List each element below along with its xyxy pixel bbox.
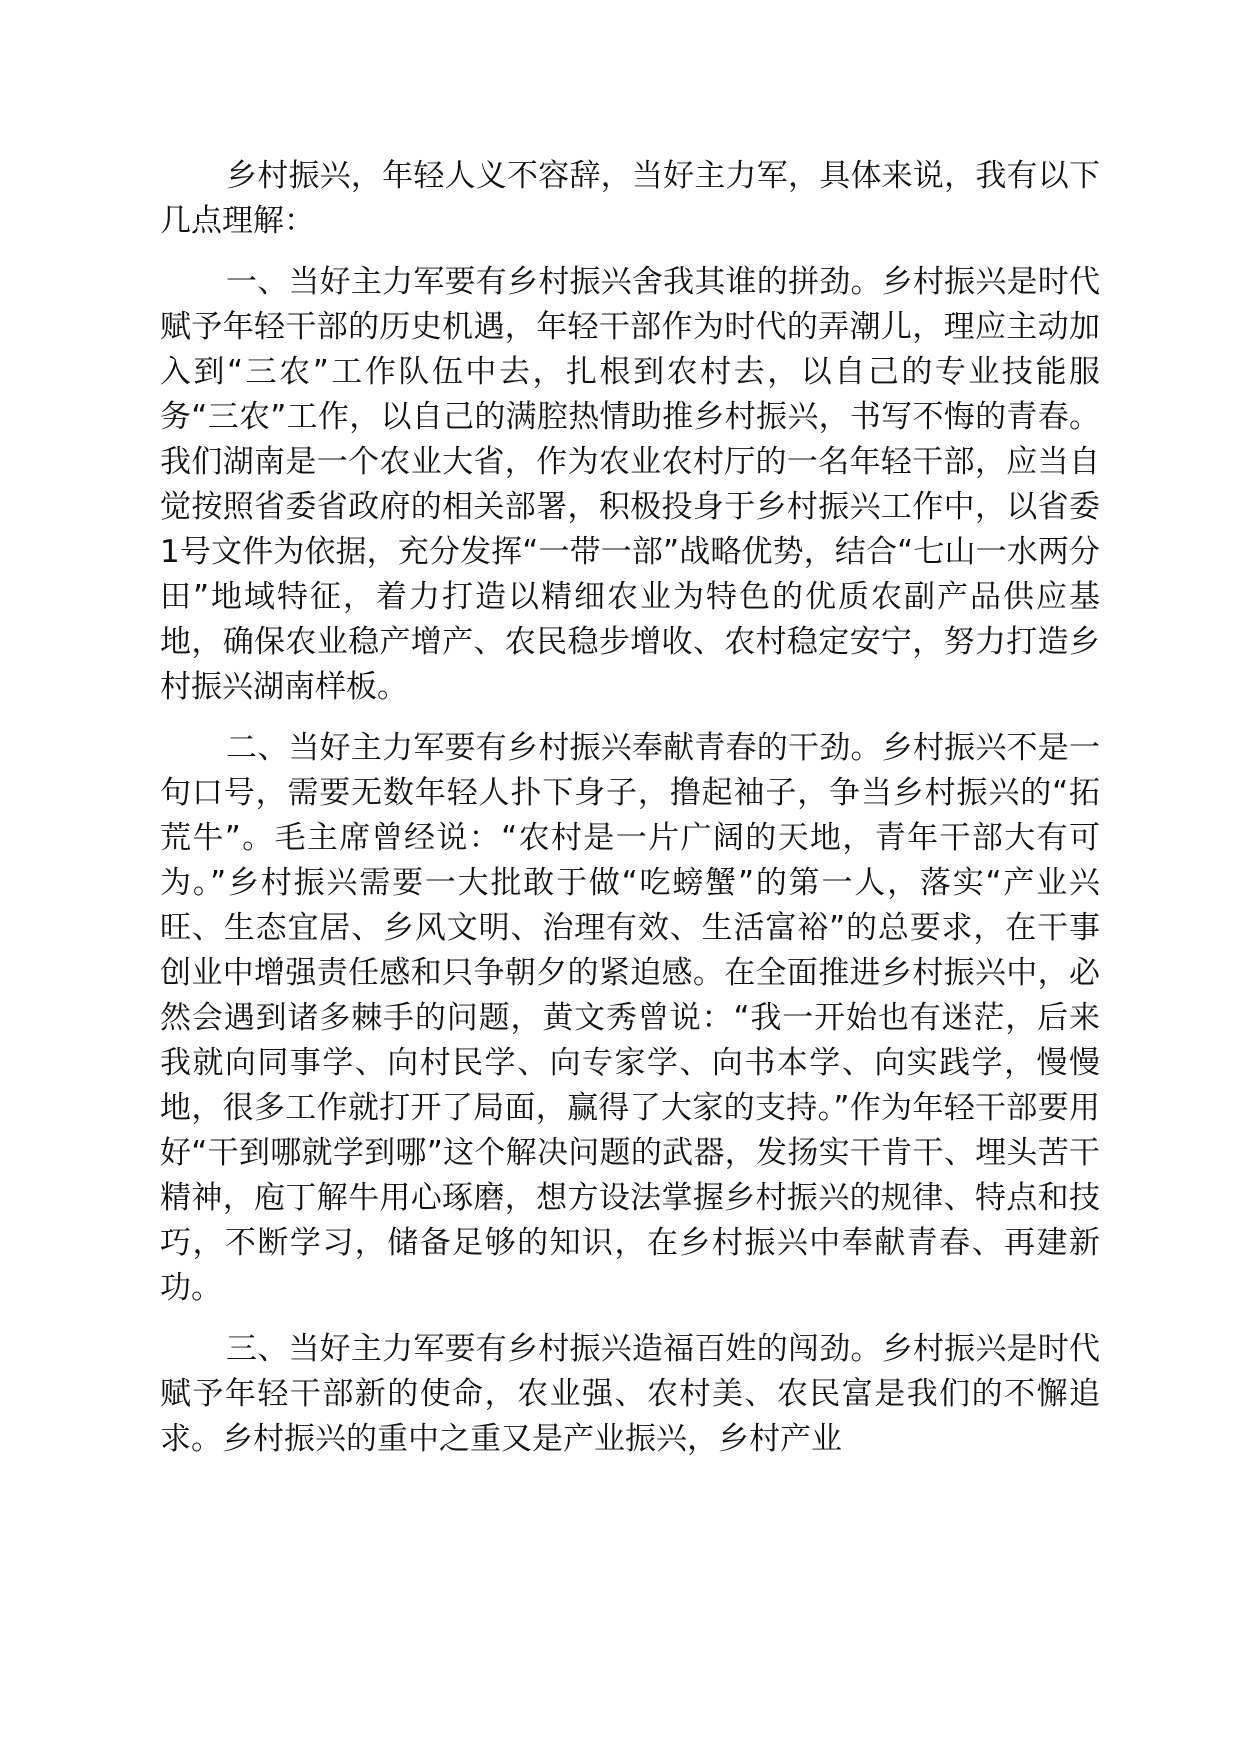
paragraph-point-two: 二、当好主力军要有乡村振兴奉献青春的干劲。乡村振兴不是一句口号，需要无数年轻人扑下身子，撸起袖子，争当乡村振兴的“拓荒牛”。毛主席曾经说：“农村是一片广阔的天地，青年干部大有可为。”乡村振兴需要一大批敢于做“吃螃蟹”的第一人，落实“产业兴旺、生态宜居、乡风文明、治理有效、生活富裕”的总要求，在干事创业中增强责任感和只争朝夕的紧迫感。在全面推进乡村振兴中，必然会遇到诸多棘手的问题，黄文秀曾说：“我一开始也有迷茫，后来我就向同事学、向村民学、向专家学、向书本学、向实践学，慢慢地，很多工作就打开了局面，赢得了大家的支持。”作为年轻干部要用好“干到哪就学到哪”这个解决问题的武器，发扬实干肯干、埋头苦干精神，庖丁解牛用心琢磨，想方设法掌握乡村振兴的规律、特点和技巧，不断学习，储备足够的知识，在乡村振兴中奉献青春、再建新功。 <box>160 730 1100 1306</box>
paragraph-intro: 乡村振兴，年轻人义不容辞，当好主力军，具体来说，我有以下几点理解： <box>160 158 1100 239</box>
document-body <box>160 154 1100 1478</box>
paragraph-point-one: 一、当好主力军要有乡村振兴舍我其谁的拼劲。乡村振兴是时代赋予年轻干部的历史机遇，年轻干部作为时代的弄潮儿，理应主动加入到“三农”工作队伍中去，扎根到农村去，以自己的专业技能服务“三农”工作，以自己的满腔热情助推乡村振兴，书写不悔的青春。我们湖南是一个农业大省，作为农业农村厅的一名年轻干部，应当自觉按照省委省政府的相关部署，积极投身于乡村振兴工作中，以省委1号文件为依据，充分发挥“一带一部”战略优势，结合“七山一水两分田”地域特征，着力打造以精细农业为特色的优质农副产品供应基地，确保农业稳产增产、农民稳步增收、农村稳定安宁，努力打造乡村振兴湖南样板。 <box>160 264 1100 705</box>
paragraph-point-three: 三、当好主力军要有乡村振兴造福百姓的闯劲。乡村振兴是时代赋予年轻干部新的使命，农业强、农村美、农民富是我们的不懈追求。乡村振兴的重中之重又是产业振兴，乡村产业 <box>160 1331 1100 1457</box>
